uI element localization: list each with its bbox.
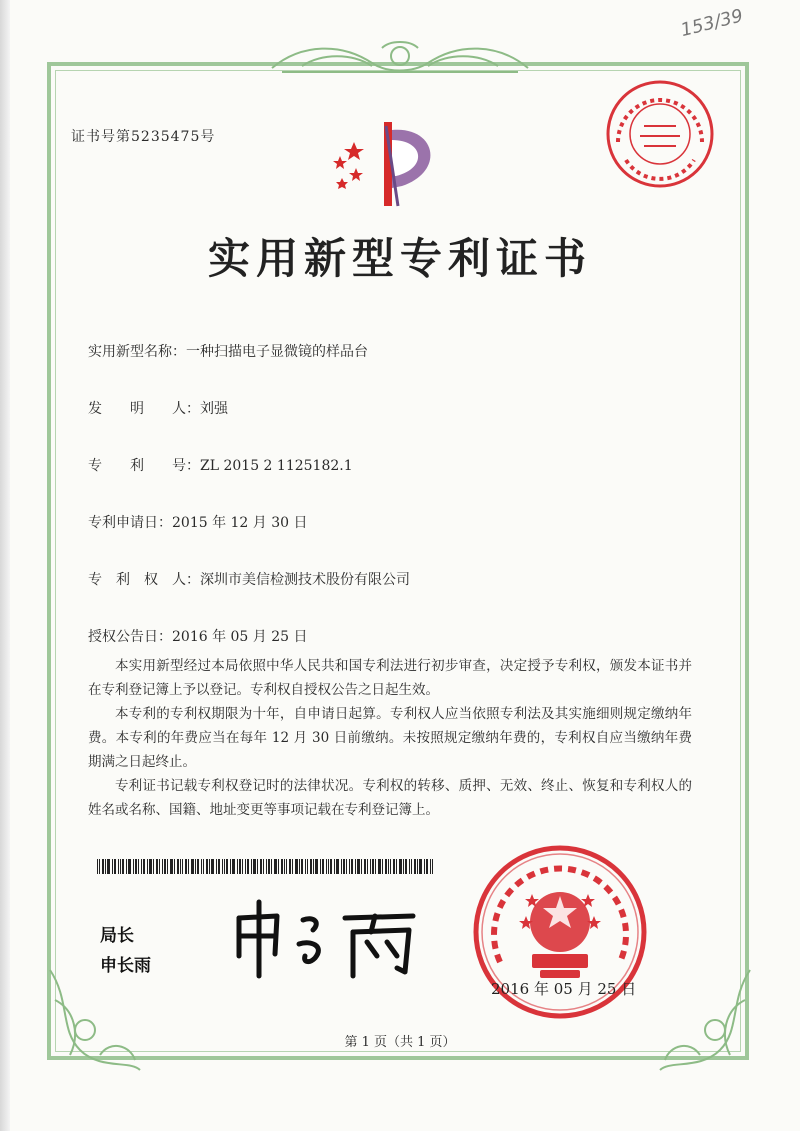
barcode-bar xyxy=(426,859,428,874)
barcode-bar xyxy=(114,859,116,874)
barcode-bar xyxy=(211,859,214,874)
barcode-bar xyxy=(126,859,127,874)
director-signature-icon xyxy=(225,896,425,980)
barcode-bar xyxy=(242,859,243,874)
barcode-bar xyxy=(390,859,391,874)
tax-stamp-seal-icon xyxy=(604,78,716,190)
barcode-bar xyxy=(295,859,298,874)
barcode-bar xyxy=(203,859,204,874)
barcode-bar xyxy=(357,859,360,874)
field-value: 2016 年 05 月 25 日 xyxy=(172,629,308,645)
barcode-bar xyxy=(143,859,145,874)
certificate-number: 证书号第5235475号 xyxy=(71,129,216,145)
barcode-bar xyxy=(393,859,395,874)
barcode-bar xyxy=(268,859,270,874)
barcode-bar xyxy=(322,859,324,874)
certificate-body xyxy=(88,654,692,822)
body-paragraph: 专利证书记载专利权登记时的法律状况。专利权的转移、质押、无效、终止、恢复和专利权人的姓名或名称、国籍、地址变更等事项记载在专利登记簿上。 xyxy=(88,778,692,818)
field-label: 授权公告日： xyxy=(88,629,172,645)
barcode-bar xyxy=(419,859,422,874)
barcode-bar xyxy=(245,859,246,874)
barcode-bar xyxy=(388,859,389,874)
barcode-bar xyxy=(361,859,362,874)
barcode-bar xyxy=(105,859,106,874)
barcode-bar xyxy=(251,859,252,874)
barcode-bar xyxy=(159,859,160,874)
field-label: 发 明 人： xyxy=(88,401,200,417)
barcode-bar xyxy=(315,859,318,874)
barcode-bar xyxy=(310,859,312,874)
barcode-bar xyxy=(409,859,410,874)
body-paragraph: 本实用新型经过本局依照中华人民共和国专利法进行初步审查，决定授予专利权，颁发本证书并在专利登记簿上予以登记。专利权自授权公告之日起生效。 xyxy=(88,658,692,698)
barcode-bar xyxy=(260,859,262,874)
top-ornament-icon xyxy=(262,38,538,78)
patent-number-field xyxy=(88,455,353,475)
barcode-bar xyxy=(185,859,187,874)
barcode-bar xyxy=(305,859,306,874)
barcode-bar xyxy=(278,859,279,874)
barcode-bar xyxy=(257,859,258,874)
barcode-bar xyxy=(299,859,300,874)
barcode-bar xyxy=(170,859,173,874)
barcode-bar xyxy=(182,859,183,874)
barcode-bar xyxy=(141,859,142,874)
barcode-bar xyxy=(351,859,353,874)
barcode-bar xyxy=(206,859,208,874)
barcode-bar xyxy=(120,859,121,874)
barcode-bar xyxy=(201,859,202,874)
barcode-bar xyxy=(122,859,124,874)
barcode-bar xyxy=(153,859,154,874)
director-title: 局长 xyxy=(100,926,134,946)
body-paragraph: 本专利的专利权期限为十年，自申请日起算。专利权人应当依照专利法及其实施细则规定缴纳年费。本专利的年费应当在每年 12 月 30 日前缴纳。未按照规定缴纳年费的，专利权自应当缴纳年费期满之日起终止。 xyxy=(88,706,692,770)
field-value: ZL 2015 2 1125182.1 xyxy=(200,458,353,474)
barcode-bar xyxy=(266,859,267,874)
barcode-bar xyxy=(355,859,356,874)
barcode-bar xyxy=(188,859,189,874)
barcode-bar xyxy=(414,859,416,874)
corner-ornament-right-icon xyxy=(650,960,760,1080)
barcode-bar xyxy=(307,859,308,874)
barcode-bar xyxy=(284,859,285,874)
barcode-bar xyxy=(263,859,264,874)
barcode-bar xyxy=(247,859,249,874)
barcode-bar xyxy=(97,859,98,874)
barcode-bar xyxy=(301,859,303,874)
corner-ornament-left-icon xyxy=(40,960,150,1080)
field-label: 专 利 权 人： xyxy=(88,572,200,588)
barcode-bar xyxy=(156,859,158,874)
barcode-bar xyxy=(197,859,199,874)
barcode-bar xyxy=(118,859,119,874)
barcode-bar xyxy=(370,859,371,874)
barcode-bar xyxy=(349,859,350,874)
barcode-bar xyxy=(411,859,412,874)
barcode-bar xyxy=(346,859,347,874)
field-value: 2015 年 12 月 30 日 xyxy=(172,515,308,531)
barcode-bar xyxy=(177,859,179,874)
barcode-bar xyxy=(417,859,418,874)
barcode-bar xyxy=(274,859,277,874)
barcode-bar xyxy=(149,859,152,874)
barcode-bar xyxy=(138,859,139,874)
barcode-bar xyxy=(286,859,287,874)
page-title: 实用新型专利证书 xyxy=(207,234,592,283)
barcode-bar xyxy=(133,859,134,874)
field-value: 刘强 xyxy=(200,401,228,417)
field-value: 一种扫描电子显微镜的样品台 xyxy=(186,344,368,360)
field-label: 专利申请日： xyxy=(88,515,172,531)
barcode-bar xyxy=(162,859,163,874)
director-name: 申长雨 xyxy=(100,956,151,976)
barcode-bar xyxy=(164,859,166,874)
barcode-bar xyxy=(147,859,148,874)
barcode-bar xyxy=(405,859,407,874)
barcode-bar xyxy=(326,859,327,874)
barcode-bar xyxy=(230,859,231,874)
barcode-bar xyxy=(403,859,404,874)
barcode-bar xyxy=(112,859,113,874)
barcode-bar xyxy=(222,859,223,874)
barcode-bar xyxy=(232,859,235,874)
field-label: 专 利 号： xyxy=(88,458,200,474)
barcode-bar xyxy=(253,859,256,874)
barcode-bar xyxy=(292,859,293,874)
barcode-bar xyxy=(271,859,272,874)
barcode-bar xyxy=(382,859,383,874)
page-number: 第 1 页（共 1 页） xyxy=(344,1035,456,1050)
barcode-bar xyxy=(364,859,366,874)
barcode-bar xyxy=(378,859,381,874)
barcode-bar xyxy=(226,859,228,874)
barcode-bar xyxy=(135,859,137,874)
barcode-bar xyxy=(328,859,329,874)
barcode-bar xyxy=(396,859,397,874)
barcode-bar xyxy=(334,859,335,874)
barcode-bar xyxy=(209,859,210,874)
barcode-bar xyxy=(336,859,339,874)
barcode-bar xyxy=(424,859,425,874)
barcode-bar xyxy=(167,859,168,874)
barcode-bar xyxy=(399,859,402,874)
barcode-bar xyxy=(430,859,431,874)
barcode-bar xyxy=(237,859,238,874)
grant-date-field xyxy=(88,626,308,646)
barcode-bar xyxy=(191,859,194,874)
barcode-bar xyxy=(330,859,332,874)
scan-edge xyxy=(0,0,10,1131)
barcode-bar xyxy=(128,859,131,874)
barcode-bar xyxy=(343,859,345,874)
barcode-bar xyxy=(281,859,283,874)
barcode-bar xyxy=(102,859,104,874)
barcode-bar xyxy=(432,859,433,874)
barcode-bar xyxy=(216,859,217,874)
barcode-bar xyxy=(320,859,321,874)
patentee-field xyxy=(88,569,410,589)
field-label: 实用新型名称： xyxy=(88,344,186,360)
barcode-icon xyxy=(97,859,433,874)
barcode-bar xyxy=(367,859,368,874)
barcode-bar xyxy=(239,859,241,874)
barcode-bar xyxy=(174,859,175,874)
issue-date: 2016 年 05 月 25 日 xyxy=(491,980,637,998)
barcode-bar xyxy=(375,859,376,874)
barcode-bar xyxy=(107,859,110,874)
field-value: 深圳市美信检测技术股份有限公司 xyxy=(200,572,410,588)
barcode-bar xyxy=(313,859,314,874)
barcode-bar xyxy=(341,859,342,874)
barcode-bar xyxy=(180,859,181,874)
inventor-field xyxy=(88,398,228,418)
filing-date-field xyxy=(88,512,308,532)
barcode-bar xyxy=(385,859,387,874)
utility-model-name-field xyxy=(88,341,368,361)
handwritten-note: 153/39 xyxy=(678,5,746,42)
sipo-logo-icon xyxy=(326,116,452,212)
barcode-bar xyxy=(289,859,291,874)
barcode-bar xyxy=(224,859,225,874)
barcode-bar xyxy=(218,859,220,874)
barcode-bar xyxy=(372,859,374,874)
barcode-bar xyxy=(99,859,100,874)
barcode-bar xyxy=(195,859,196,874)
